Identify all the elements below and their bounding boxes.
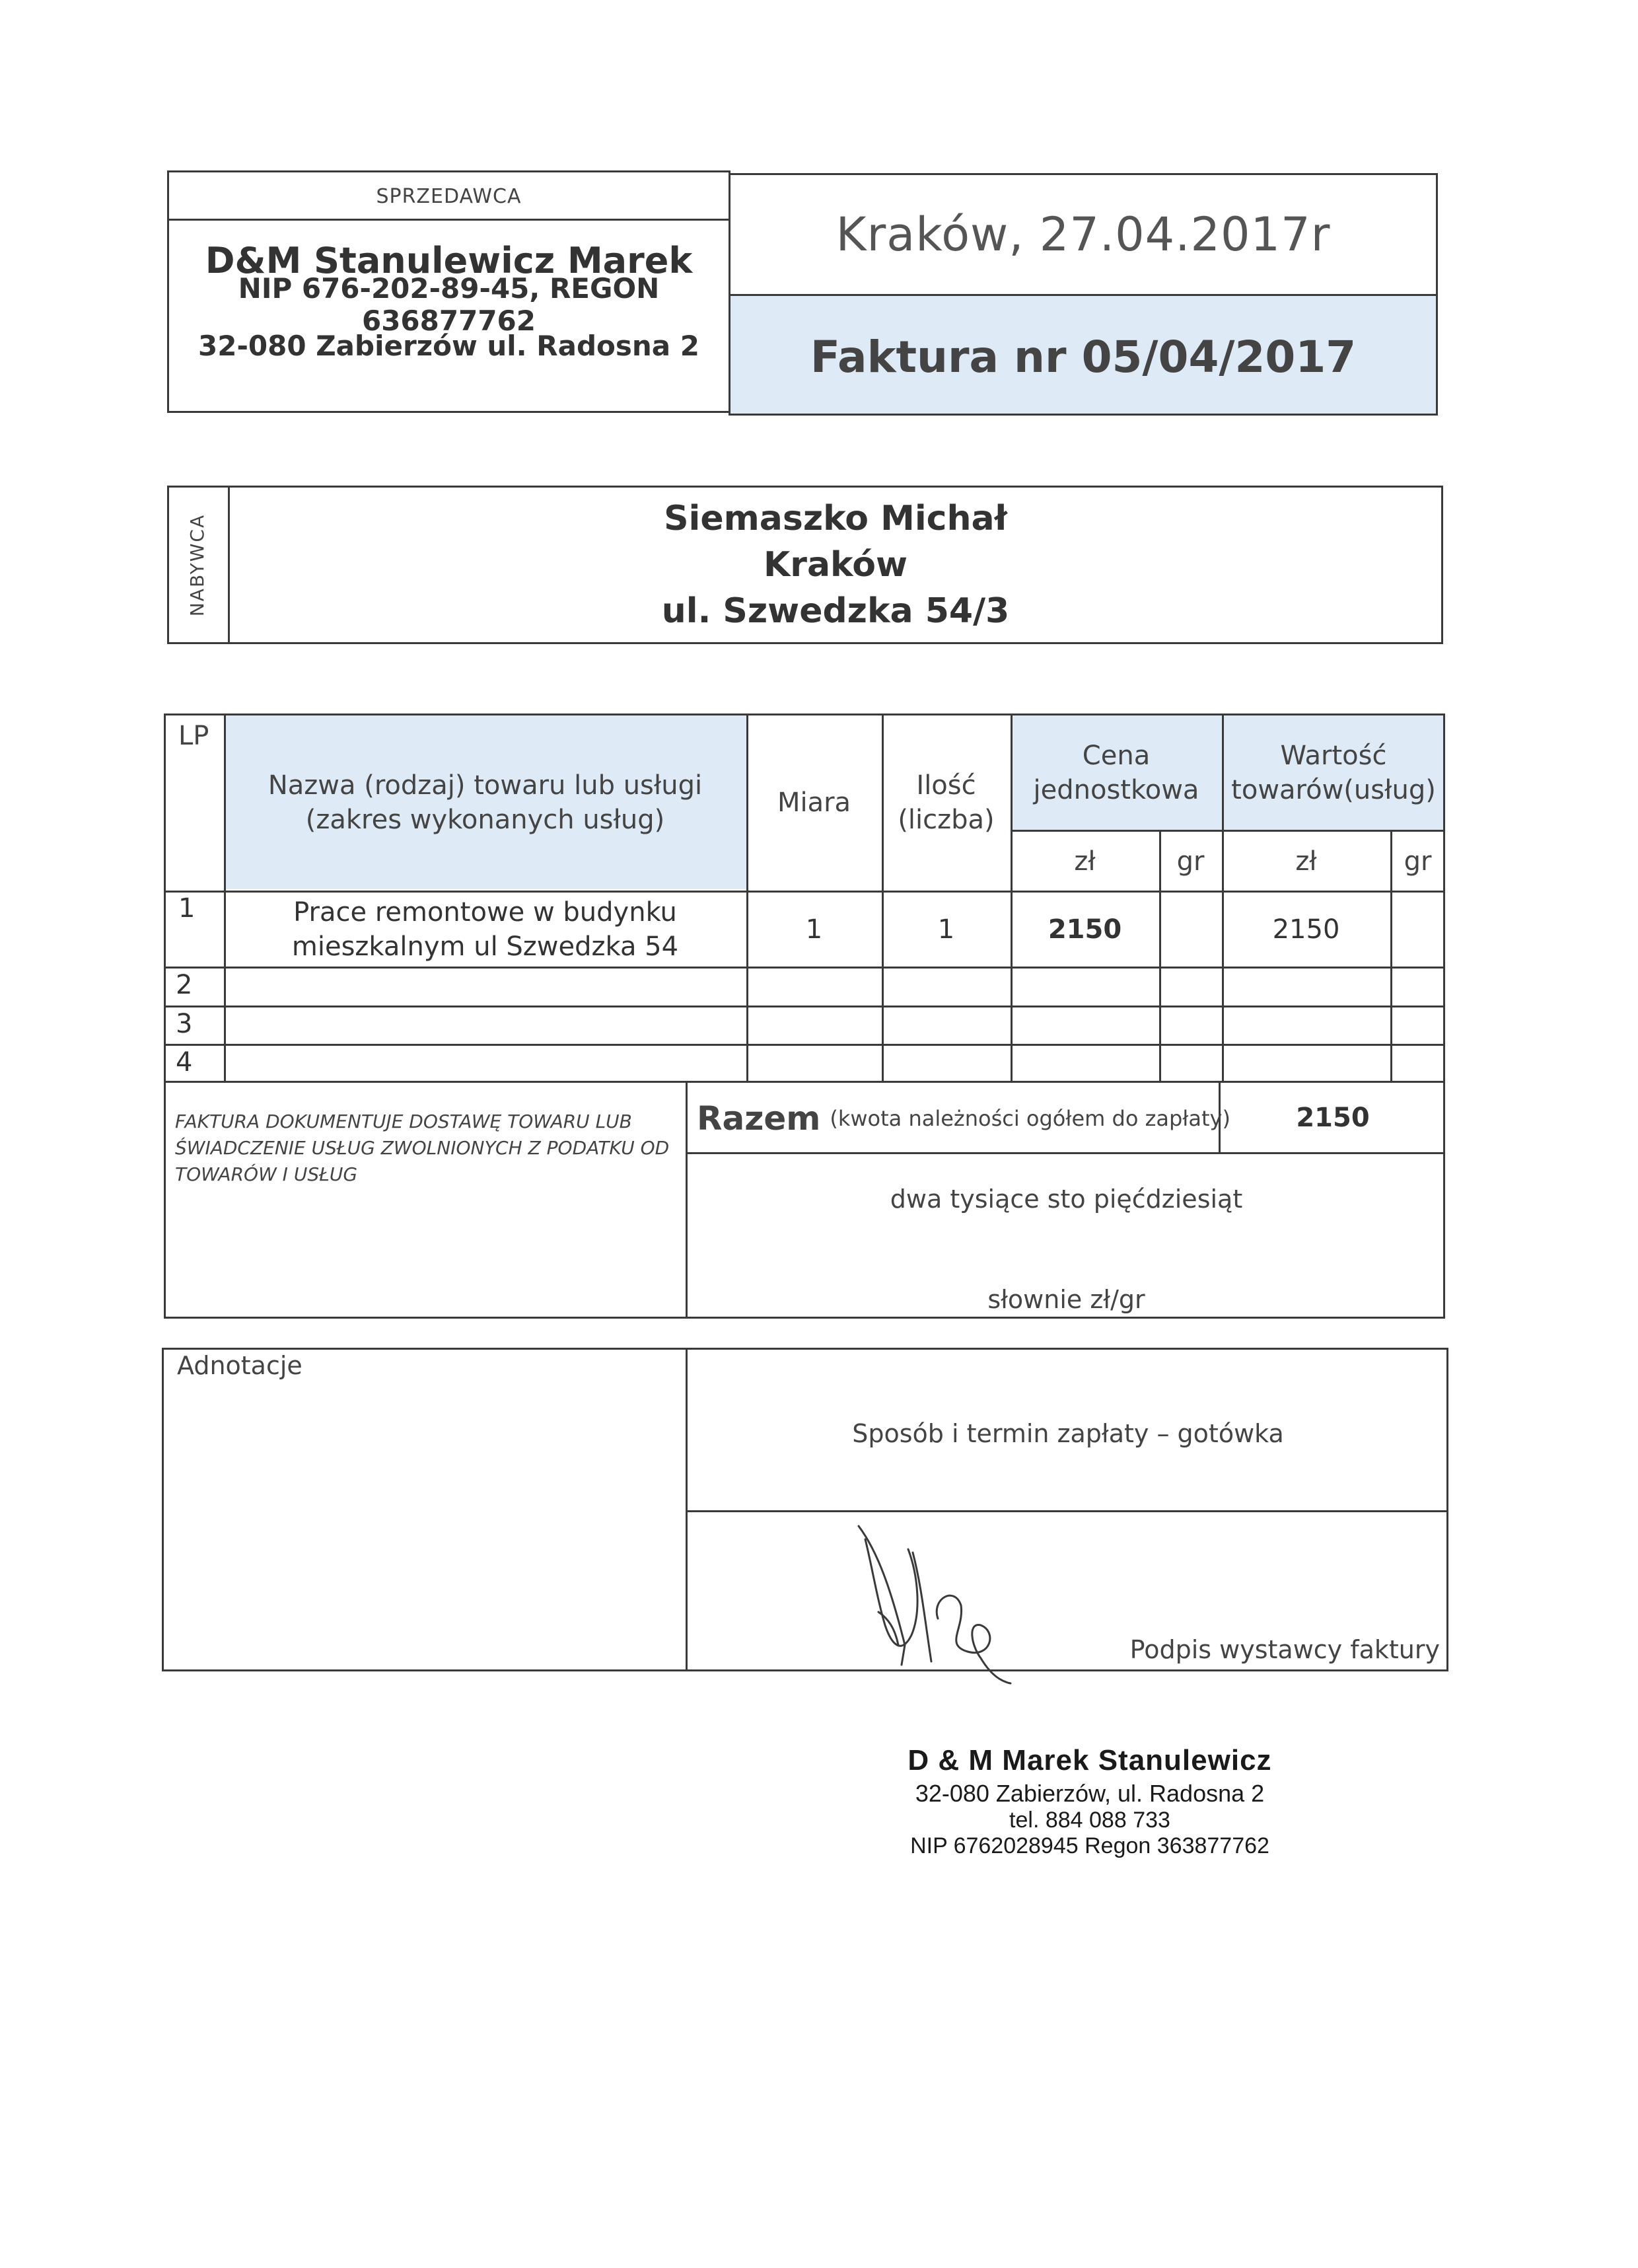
header-value-zl: zł xyxy=(1295,846,1317,877)
payment-method: Sposób i termin zapłaty – gotówka xyxy=(852,1419,1284,1448)
stamp-line4: NIP 6762028945 Regon 363877762 xyxy=(910,1833,1269,1858)
header-value-gr: gr xyxy=(1404,846,1432,877)
seller-label: SPRZEDAWCA xyxy=(376,185,522,208)
header-qty xyxy=(882,715,1011,889)
row-4-lp: 4 xyxy=(176,1047,193,1078)
header-unit-price-line1: Cena xyxy=(1082,740,1151,771)
row-1-lp: 1 xyxy=(178,893,196,924)
buyer-name: Siemaszko Michał xyxy=(664,499,1007,538)
row-1-name-line1: Prace remontowe w budynku xyxy=(293,897,677,928)
exemption-note: FAKTURA DOKUMENTUJE DOSTAWĘ TOWARU LUB ŚWIADCZENIE USŁUG ZWOLNIONYCH Z PODATKU OD TOWARÓW I USŁUG xyxy=(175,1111,670,1185)
header-value xyxy=(1222,715,1445,830)
annotations-label: Adnotacje xyxy=(177,1351,303,1380)
place-date: Kraków, 27.04.2017r xyxy=(836,207,1331,262)
razem-sub: (kwota należności ogółem do zapłaty) xyxy=(830,1105,1230,1131)
seller-address: 32-080 Zabierzów ul. Radosna 2 xyxy=(198,329,699,362)
row-1-value-zl: 2150 xyxy=(1272,914,1340,945)
buyer-label: NABYWCA xyxy=(186,513,209,616)
company-stamp xyxy=(878,1744,1301,1889)
invoice-number: Faktura nr 05/04/2017 xyxy=(810,331,1357,383)
seller-ids: NIP 676-202-89-45, REGON 636877762 xyxy=(238,272,660,337)
header-price-gr: gr xyxy=(1176,846,1205,877)
row-3-lp: 3 xyxy=(176,1009,193,1039)
header-name xyxy=(224,715,746,889)
signature-label: Podpis wystawcy faktury xyxy=(1129,1635,1440,1664)
total-amount: 2150 xyxy=(1296,1102,1370,1133)
buyer-city: Kraków xyxy=(764,545,908,585)
row-1-measure: 1 xyxy=(805,914,823,945)
seller-name: D&M Stanulewicz Marek xyxy=(205,239,693,281)
header-unit-price-line2: jednostkowa xyxy=(1033,774,1199,805)
row-1-name xyxy=(224,893,746,967)
stamp-line2: 32-080 Zabierzów, ul. Radosna 2 xyxy=(915,1780,1265,1807)
header-measure: Miara xyxy=(777,787,851,818)
row-1-price-zl: 2150 xyxy=(1048,914,1122,945)
header-name-line2: (zakres wykonanych usług) xyxy=(305,804,665,835)
stamp-line3: tel. 884 088 733 xyxy=(1009,1808,1170,1833)
signature-icon xyxy=(839,1513,1063,1685)
footer-box xyxy=(162,1348,1448,1671)
header-qty-line2: (liczba) xyxy=(898,804,995,835)
header-value-line1: Wartość xyxy=(1280,740,1387,771)
stamp-line1: D & M Marek Stanulewicz xyxy=(908,1744,1272,1776)
header-unit-price xyxy=(1011,715,1222,830)
header-price-zl: zł xyxy=(1074,846,1096,877)
header-value-line2: towarów(usług) xyxy=(1231,774,1436,805)
row-2-lp: 2 xyxy=(176,970,193,1000)
row-1-qty: 1 xyxy=(937,914,955,945)
amount-in-words-label: słownie zł/gr xyxy=(987,1285,1145,1314)
header-lp: LP xyxy=(178,721,209,751)
header-qty-line1: Ilość xyxy=(916,770,976,801)
razem-label: Razem xyxy=(697,1099,821,1138)
row-1-name-line2: mieszkalnym ul Szwedzka 54 xyxy=(291,932,679,962)
razem-area xyxy=(697,1087,1230,1150)
buyer-street: ul. Szwedzka 54/3 xyxy=(661,591,1010,631)
header-name-line1: Nazwa (rodzaj) towaru lub usługi xyxy=(267,770,703,801)
amount-in-words: dwa tysiące sto pięćdziesiąt xyxy=(890,1185,1243,1214)
